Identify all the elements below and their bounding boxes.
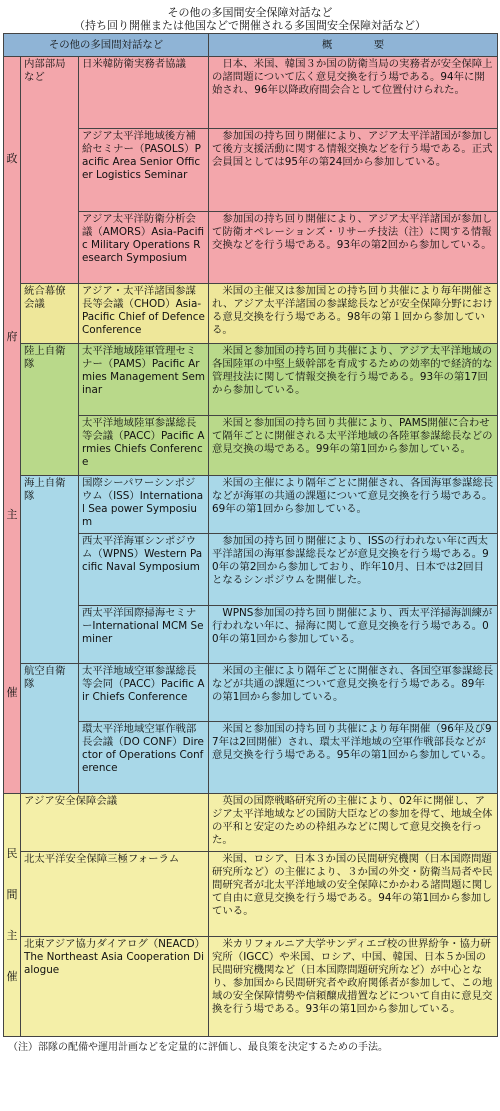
dialogue-name: 環太平洋地域空軍作戦部長会議（DO CONF）Director of Operations Conference <box>79 722 209 794</box>
dialogue-summary: 米国の主催により隔年ごとに開催され、各国海軍参謀総長などが海軍の共通の課題について意見交換を行う場である。69年の第1回から参加している。 <box>209 476 498 534</box>
dialogue-summary: 英国の国際戦略研究所の主催により、02年に開催し、アジア太平洋地域などの国防大臣などの参加を得て、地域全体の平和と安定のための枠組みなどに関して意見交換を行った。 <box>209 794 498 852</box>
table-row <box>4 129 498 212</box>
dialogue-name: 太平洋地域陸軍管理セミナー（PAMS）Pacific Armies Management Seminar <box>79 344 209 416</box>
group-char: 主 <box>6 507 18 521</box>
table-header-row <box>4 34 498 57</box>
dialogue-name: アジア・太平洋諸国参謀長等会議（CHOD）Asia-Pacific Chief of Defence Conference <box>79 284 209 344</box>
dialogue-summary: 米国と参加国の持ち回り共催により毎年開催（96年及び97年は2回開催）され、環太平洋地域の空軍作戦部長などが意見交換を行う場である。95年の第1回から参加している。 <box>209 722 498 794</box>
footnote: （注）部隊の配備や運用計画などを定量的に評価し、最良策を決定するための手法。 <box>8 1042 388 1053</box>
dialogue-summary: 米国の主催により隔年ごとに開催され、各国空軍参謀総長などが共通の課題について意見交換を行う場である。89年の第1回から参加している。 <box>209 664 498 722</box>
table-row <box>4 937 498 1037</box>
table-row <box>4 664 498 722</box>
dialogue-summary: 米国の主催又は参加国との持ち回り共催により毎年開催され、アジア太平洋諸国の参謀総長などが安全保障分野における意見交換を行う場である。98年の第１回から参加している。 <box>209 284 498 344</box>
dialogue-name: アジア太平洋地域後方補給セミナー（PASOLS）Pacific Area Senior Officer Logistics Seminar <box>79 129 209 212</box>
table-row <box>4 476 498 534</box>
dialogue-summary: 米国と参加国の持ち回り共催により、アジア太平洋地域の各国陸軍の中堅上級幹部を育成するための効率的で経済的な管理技法に関して情報交換を行う場である。93年の第17回から参加している。 <box>209 344 498 416</box>
table-row <box>4 852 498 937</box>
group-char: 府 <box>6 329 18 343</box>
dialogue-summary: 参加国の持ち回り開催により、アジア太平洋諸国が参加して防衛オペレーションズ・リサーチ技法（注）に関する情報交換などを行う場である。93年の第2回から参加している。 <box>209 212 498 284</box>
title-line-2: （持ち回り開催または他国などで開催される多国間安全保障対話など） <box>74 19 426 32</box>
title-line-1: その他の多国間安全保障対話など <box>167 6 333 19</box>
table-row <box>4 284 498 344</box>
group-char: 催 <box>6 685 18 699</box>
dialogue-name: 太平洋地域空軍参謀総長等会同（PACC）Pacific Air Chiefs Conference <box>79 664 209 722</box>
header-dialogue: その他の多国間対話など <box>4 34 209 57</box>
org-kuji: 航空自衛隊 <box>21 664 79 794</box>
dialogue-name: アジア太平洋防衛分析会議（AMORS）Asia-Pacific Military Operations Research Symposium <box>79 212 209 284</box>
table-row <box>4 344 498 416</box>
dialogue-name: 北太平洋安全保障三極フォーラム <box>21 852 209 937</box>
group-char: 間 <box>6 888 18 901</box>
table-row <box>4 794 498 852</box>
dialogue-name: 太平洋地域陸軍参謀総長等会議（PACC）Pacific Armies Chiefs Conference <box>79 416 209 476</box>
dialogue-summary: 日本、米国、韓国３か国の防衛当局の実務者が安全保障上の諸問題について広く意見交換を行う場である。94年に開始され、96年以降政府間会合として位置付けられた。 <box>209 57 498 129</box>
dialogue-name: 西太平洋国際掃海セミナーInternational MCM Seminer <box>79 606 209 664</box>
page-title <box>0 0 500 33</box>
table-row <box>4 212 498 284</box>
dialogue-name: 国際シーパワーシンポジウム（ISS）International Sea power Symposium <box>79 476 209 534</box>
dialogue-table <box>3 33 498 1037</box>
dialogue-summary: 米国、ロシア、日本３か国の民間研究機関（日本国際問題研究所など）の主催により、３か国の外交・防衛当局者や民間研究者が北太平洋地域の安全保障にかかわる諸問題に関して自由に意見交換を行う場である。94年の第1回から参加している。 <box>209 852 498 937</box>
dialogue-name: 西太平洋海軍シンポジウム（WPNS）Western Pacific Naval Symposium <box>79 534 209 606</box>
dialogue-summary: 米カリフォルニア大学サンディエゴ校の世界紛争・協力研究所（IGCC）や米国、ロシア、中国、韓国、日本５か国の民間研究機関など（日本国際問題研究所など）が中心となり、参加国から民間研究者や政府関係者が参加して、この地域の安全保障情勢や信頼醸成措置などについて自由に意見交換を行う場である。93年の第1回から参加している。 <box>209 937 498 1037</box>
header-summary: 概 要 <box>209 34 498 57</box>
group-label-government <box>4 57 21 794</box>
group-char: 政 <box>6 151 18 165</box>
group-label-civilian <box>4 794 21 1037</box>
org-kaiji: 海上自衛隊 <box>21 476 79 664</box>
group-char: 催 <box>6 970 18 983</box>
dialogue-name: 北東アジア協力ダイアログ（NEACD）The Northeast Asia Cooperation Dialogue <box>21 937 209 1037</box>
org-naikyoku: 内部部局など <box>21 57 79 284</box>
dialogue-summary: 米国と参加国の持ち回り共催により、PAMS開催に合わせて隔年ごとに開催される太平洋地域の各陸軍参謀総長などの意見交換の場である。99年の第1回から参加している。 <box>209 416 498 476</box>
org-tobaku: 統合幕僚会議 <box>21 284 79 344</box>
table-row <box>4 57 498 129</box>
table-row <box>4 416 498 476</box>
org-rikuji: 陸上自衛隊 <box>21 344 79 476</box>
dialogue-summary: 参加国の持ち回り開催により、アジア太平洋諸国が参加して後方支援活動に関する情報交換などを行う場である。正式会員国としては95年の第24回から参加している。 <box>209 129 498 212</box>
table-row <box>4 606 498 664</box>
dialogue-summary: 参加国の持ち回り開催により、ISSの行われない年に西太平洋諸国の海軍参謀総長などが意見交換を行う場である。90年の第2回から参加しており、昨年10月、日本では2回目となるシンポジウムを開催した。 <box>209 534 498 606</box>
group-char: 民 <box>6 847 18 860</box>
table-row <box>4 534 498 606</box>
dialogue-name: アジア安全保障会議 <box>21 794 209 852</box>
dialogue-name: 日米韓防衛実務者協議 <box>79 57 209 129</box>
group-char: 主 <box>6 929 18 942</box>
dialogue-summary: WPNS参加国の持ち回り開催により、西太平洋掃海訓練が行われない年に、掃海に関して意見交換を行う場である。00年の第1回から参加している。 <box>209 606 498 664</box>
table-row <box>4 722 498 794</box>
